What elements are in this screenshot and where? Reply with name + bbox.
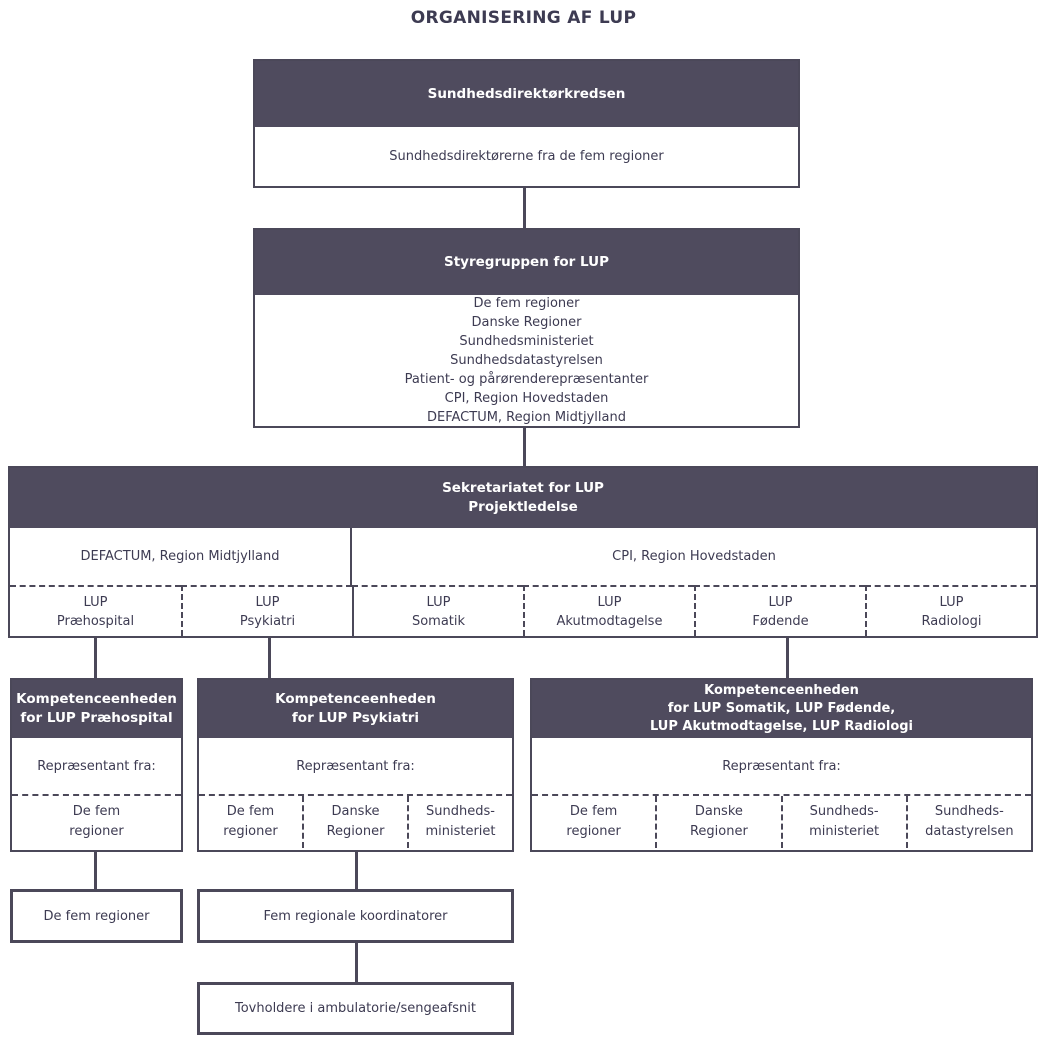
member-line: Regioner	[326, 824, 385, 839]
header-line: Kompetenceenheden	[16, 691, 177, 707]
kompetence-psykiatri-header	[199, 680, 512, 738]
box-kompetence-praehospital	[10, 678, 183, 852]
kompetence-somatik-subtitle: Repræsentant fra:	[722, 758, 841, 774]
unit-label-line: LUP	[426, 594, 451, 610]
styregruppe-member: DEFACTUM, Region Midtjylland	[427, 410, 626, 425]
box-sekretariatet-header	[10, 468, 1036, 528]
sekretariat-header-line2: Projektledelse	[468, 499, 578, 515]
unit-label-line: Psykiatri	[239, 613, 296, 629]
member-line: Sundheds-	[809, 804, 879, 819]
box-sundhedsdirektorkredsen	[253, 59, 800, 188]
kompetence-psykiatri-cells	[199, 794, 512, 848]
member-line: Danske	[694, 804, 743, 819]
member-cell	[781, 796, 906, 848]
member-cell	[532, 796, 655, 848]
sekretariat-grid	[10, 528, 1036, 636]
member-line: regioner	[223, 824, 278, 839]
member-line: Regioner	[689, 824, 748, 839]
unit-label-line: Akutmodtagelse	[556, 613, 663, 629]
connector-koordinatorer-tovholdere	[355, 942, 358, 982]
styregruppe-member: Danske Regioner	[471, 315, 582, 330]
member-cell	[199, 796, 302, 848]
unit-label-line: Præhospital	[56, 613, 135, 629]
member-line: Sundheds-	[426, 804, 495, 819]
member-line: De fem	[569, 804, 618, 819]
sekretariat-org-defactum: DEFACTUM, Region Midtjylland	[10, 528, 352, 585]
member-cell	[906, 796, 1031, 848]
connector-psykiatri-koordinatorer	[355, 851, 358, 889]
unit-label-line: LUP	[83, 594, 108, 610]
header-line: LUP Akutmodtagelse, LUP Radiologi	[649, 719, 914, 734]
connector-praehospital	[94, 637, 97, 678]
unit-lup-psykiatri	[181, 585, 352, 636]
unit-label-line: Radiologi	[921, 613, 982, 629]
box-kompetence-psykiatri	[197, 678, 514, 852]
header-line: Kompetenceenheden	[704, 683, 859, 698]
box-tovholdere: Tovholdere i ambulatorie/sengeafsnit	[197, 982, 514, 1035]
page-title: ORGANISERING AF LUP	[410, 8, 637, 28]
unit-label-line: LUP	[768, 594, 793, 610]
member-line: regioner	[69, 824, 124, 839]
box-styregruppen	[253, 228, 800, 428]
box-kompetence-somatik-gruppe	[530, 678, 1033, 852]
styregruppe-member: De fem regioner	[473, 296, 580, 311]
kompetence-somatik-cells	[532, 794, 1031, 848]
connector-styregruppe-sekretariat	[523, 428, 526, 466]
unit-label-line: LUP	[255, 594, 280, 610]
styregruppe-member: Sundhedsdatastyrelsen	[450, 353, 603, 368]
styregruppe-member: Patient- og pårørenderepræsentanter	[404, 372, 649, 387]
box-sekretariatet	[8, 466, 1038, 638]
box-styregruppen-header: Styregruppen for LUP	[255, 230, 798, 295]
kompetence-praehospital-header	[12, 680, 181, 738]
member-cell	[407, 796, 512, 848]
connector-somatik-gruppe	[786, 637, 789, 678]
connector-psykiatri	[268, 637, 271, 678]
connector-direktorkreds-styregruppe	[523, 188, 526, 228]
header-line: for LUP Psykiatri	[291, 710, 420, 726]
box-sundhedsdirektorkredsen-header: Sundhedsdirektørkredsen	[255, 61, 798, 127]
kompetence-praehospital-cells	[12, 794, 181, 848]
kompetence-praehospital-subtitle: Repræsentant fra:	[37, 758, 156, 774]
member-line: Sundheds-	[934, 804, 1004, 819]
member-line: De fem	[72, 804, 121, 819]
unit-lup-foedende	[694, 585, 865, 636]
kompetence-somatik-header	[532, 680, 1031, 738]
member-line: regioner	[566, 824, 621, 839]
header-line: for LUP Præhospital	[20, 710, 173, 726]
unit-label-line: LUP	[939, 594, 964, 610]
member-line: datastyrelsen	[925, 824, 1014, 839]
unit-label-line: LUP	[597, 594, 622, 610]
box-de-fem-regioner: De fem regioner	[10, 889, 183, 943]
unit-lup-praehospital	[10, 585, 181, 636]
sekretariat-header-line1: Sekretariatet for LUP	[442, 480, 604, 496]
box-styregruppen-body	[255, 295, 798, 426]
styregruppe-member: Sundhedsministeriet	[459, 334, 594, 349]
unit-lup-radiologi	[865, 585, 1036, 636]
member-line: ministeriet	[425, 824, 496, 839]
member-line: Danske	[331, 804, 380, 819]
unit-lup-somatik	[352, 585, 523, 636]
member-cell	[302, 796, 407, 848]
kompetence-psykiatri-subtitle: Repræsentant fra:	[296, 758, 415, 774]
member-cell	[655, 796, 780, 848]
box-sundhedsdirektorkredsen-body: Sundhedsdirektørerne fra de fem regioner	[389, 149, 664, 164]
header-line: Kompetenceenheden	[275, 691, 436, 707]
unit-label-line: Somatik	[411, 613, 466, 629]
connector-praehospital-regioner	[94, 851, 97, 889]
unit-label-line: Fødende	[752, 613, 809, 629]
member-line: ministeriet	[809, 824, 880, 839]
member-line: De fem	[226, 804, 275, 819]
styregruppe-member: CPI, Region Hovedstaden	[444, 391, 609, 406]
member-cell	[12, 796, 181, 848]
box-fem-regionale-koordinatorer: Fem regionale koordinatorer	[197, 889, 514, 943]
unit-lup-akutmodtagelse	[523, 585, 694, 636]
sekretariat-org-cpi: CPI, Region Hovedstaden	[612, 549, 776, 564]
header-line: for LUP Somatik, LUP Fødende,	[667, 701, 896, 716]
